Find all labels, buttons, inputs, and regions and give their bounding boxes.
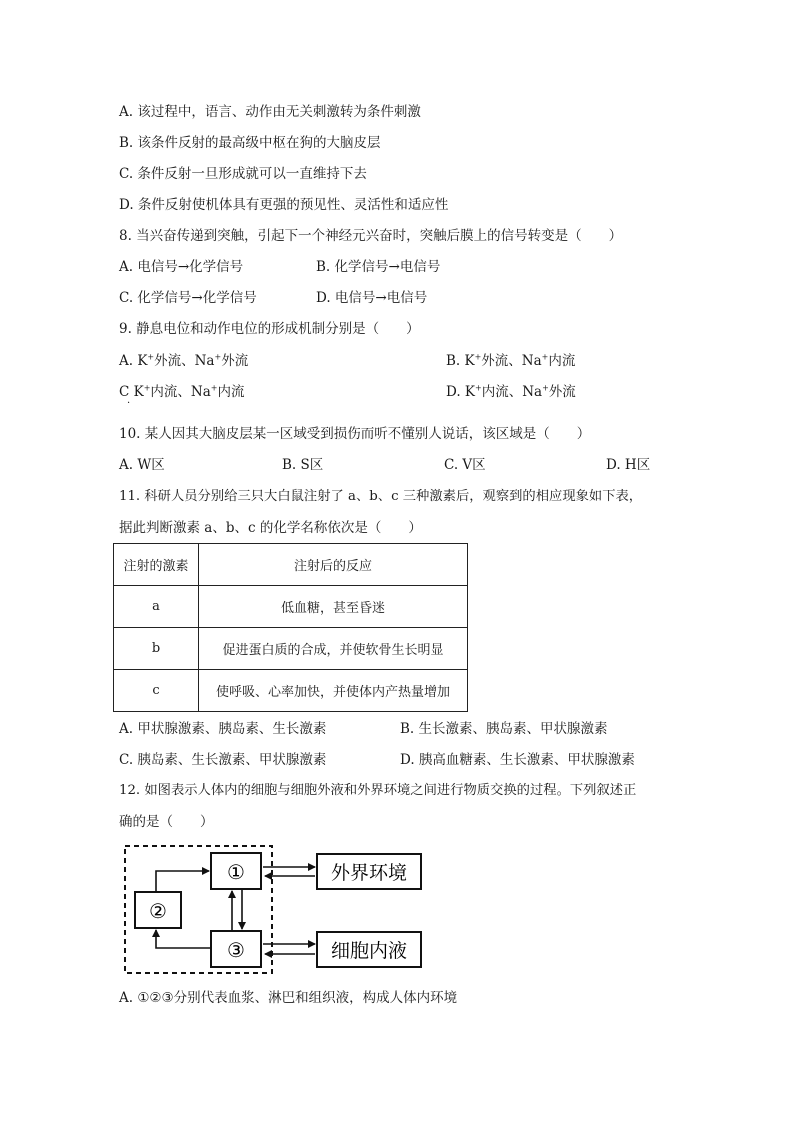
- q11-option-b: B. 生长激素、胰岛素、甲状腺激素: [400, 721, 608, 737]
- exchange-diagram: [122, 843, 432, 978]
- q8-option-a: A. 电信号→化学信号: [119, 259, 244, 275]
- q11-option-a: A. 甲状腺激素、胰岛素、生长激素: [119, 721, 327, 737]
- q9-option-b: [446, 352, 575, 370]
- q9-c-pre: C K: [119, 384, 144, 400]
- table-row: [114, 628, 468, 670]
- q9-c-post: 内流: [217, 384, 245, 400]
- q10-option-b: B. S区: [282, 457, 324, 473]
- q10-option-c: C. V区: [444, 457, 486, 473]
- q9-b-post: 内流: [548, 353, 576, 369]
- hormone-table: [113, 543, 468, 712]
- q9-a-mid: 外流、Na: [154, 353, 215, 369]
- q10-option-d: D. H区: [606, 457, 651, 473]
- plus-sign: +: [210, 383, 218, 393]
- table-cell: 低血糖，甚至昏迷: [199, 586, 468, 628]
- intracellular-label: 细胞内液: [330, 940, 408, 962]
- plus-sign: +: [474, 352, 482, 362]
- q11-option-c: C. 胰岛素、生长激素、甲状腺激素: [119, 752, 327, 768]
- q11-option-d: D. 胰高血糖素、生长激素、甲状腺激素: [400, 752, 635, 768]
- q12-option-a: A. ①②③分别代表血浆、淋巴和组织液，构成人体内环境: [119, 990, 458, 1006]
- q7-option-a: A. 该过程中，语言、动作由无关刺激转为条件刺激: [119, 104, 421, 120]
- table-cell: 使呼吸、心率加快，并使体内产热量增加: [199, 670, 468, 712]
- box-3-label: ③: [227, 938, 245, 962]
- q10-option-a: A. W区: [119, 457, 165, 473]
- box-2-label: ②: [149, 899, 167, 923]
- q7-option-c: C. 条件反射一旦形成就可以一直维持下去: [119, 166, 367, 182]
- q7-option-d: D. 条件反射使机体具有更强的预见性、灵活性和适应性: [119, 197, 449, 213]
- q9-b-mid: 外流、Na: [481, 353, 542, 369]
- q12-stem-line2: 确的是（ ）: [119, 814, 214, 830]
- q9-a-post: 外流: [221, 353, 249, 369]
- plus-sign: +: [542, 383, 549, 393]
- table-row: [114, 586, 468, 628]
- plus-sign: +: [475, 383, 482, 393]
- table-cell: c: [114, 670, 199, 712]
- stray-dot: ·: [127, 398, 131, 409]
- q12-stem-line1: 12. 如图表示人体内的细胞与细胞外液和外界环境之间进行物质交换的过程。下列叙述正: [119, 783, 637, 798]
- q9-d-post: 外流: [548, 384, 576, 400]
- table-header-cell: 注射后的反应: [199, 544, 468, 586]
- q9-option-d: [446, 383, 576, 401]
- table-row: [114, 670, 468, 712]
- q9-option-c: [119, 383, 245, 401]
- plus-sign: +: [214, 352, 222, 362]
- q9-d-mid: 内流、Na: [481, 384, 543, 400]
- table-cell: 促进蛋白质的合成，并使软骨生长明显: [199, 628, 468, 670]
- q9-stem: 9. 静息电位和动作电位的形成机制分别是（ ）: [119, 321, 420, 337]
- q8-option-d: D. 电信号→电信号: [316, 290, 428, 306]
- table-cell: a: [114, 586, 199, 628]
- q11-stem-line1: 11. 科研人员分别给三只大白鼠注射了 a、b、c 三种激素后，观察到的相应现象如下表，: [119, 489, 643, 504]
- q9-option-a: [119, 352, 248, 370]
- table-header-cell: 注射的激素: [114, 544, 199, 586]
- q9-d-pre: D. K: [446, 384, 476, 400]
- table-header-row: [114, 544, 468, 586]
- table-cell: b: [114, 628, 199, 670]
- q8-option-b: B. 化学信号→电信号: [316, 259, 441, 275]
- arrow-3-to-2: [156, 930, 211, 948]
- q7-option-b: B. 该条件反射的最高级中枢在狗的大脑皮层: [119, 135, 381, 151]
- q9-b-pre: B. K: [446, 353, 475, 369]
- q9-a-pre: A. K: [119, 353, 148, 369]
- environment-label: 外界环境: [330, 862, 408, 884]
- box-1-label: ①: [227, 860, 245, 884]
- q11-stem-line2: 据此判断激素 a、b、c 的化学名称依次是（ ）: [119, 520, 422, 536]
- plus-sign: +: [143, 383, 151, 393]
- q10-stem: 10. 某人因其大脑皮层某一区域受到损伤而听不懂别人说话，该区域是（ ）: [119, 426, 591, 442]
- arrow-2-to-1: [156, 871, 209, 892]
- q9-c-mid: 内流、Na: [150, 384, 211, 400]
- plus-sign: +: [147, 352, 155, 362]
- q8-option-c: C. 化学信号→化学信号: [119, 290, 257, 306]
- q8-stem: 8. 当兴奋传递到突触，引起下一个神经元兴奋时，突触后膜上的信号转变是（ ）: [119, 228, 623, 244]
- plus-sign: +: [541, 352, 549, 362]
